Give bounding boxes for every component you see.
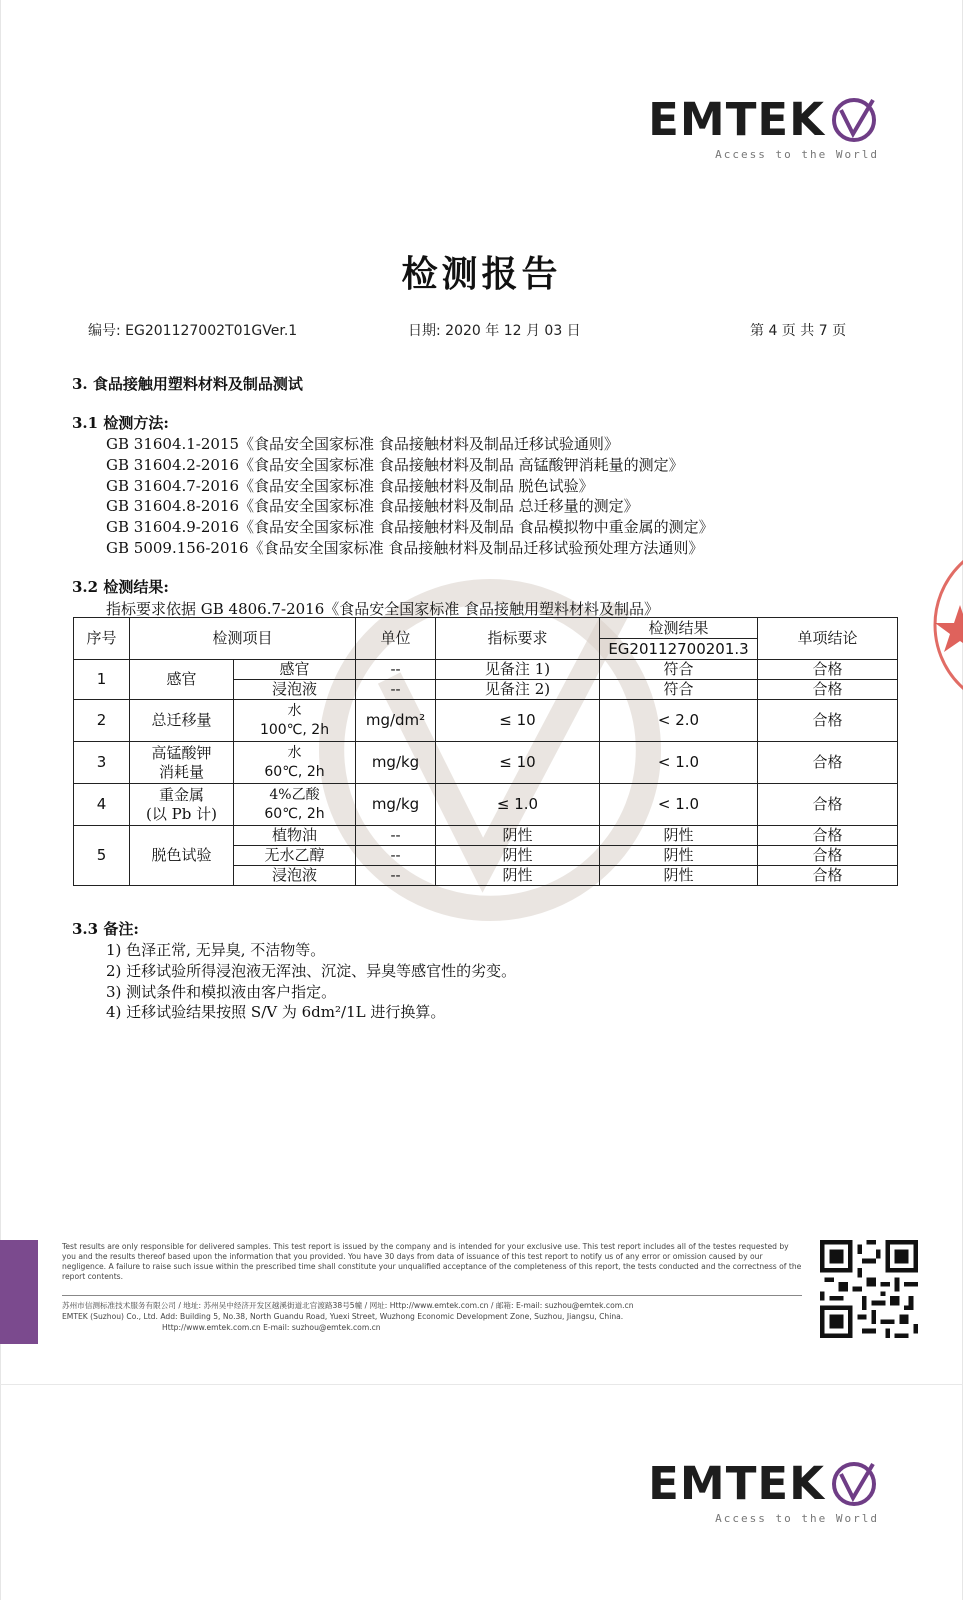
page-separator (0, 1384, 963, 1385)
emtek-logo (648, 94, 879, 161)
method-item: GB 31604.9-2016《食品安全国家标准 食品接触材料及制品 食品模拟物中重金属的测定》 (106, 518, 714, 537)
method-item: GB 5009.156-2016《食品安全国家标准 食品接触材料及制品迁移试验预处理方法通则》 (106, 538, 704, 557)
table-row (74, 826, 898, 846)
check-circle-icon (829, 1458, 879, 1508)
table-row (74, 784, 898, 826)
results-heading: 3.2 检测结果: (72, 578, 169, 596)
row-conclusion: 合格 (758, 700, 898, 742)
row-sub: 浸泡液 (234, 680, 356, 700)
col-header-requirement: 指标要求 (436, 618, 600, 660)
row-result: < 2.0 (600, 700, 758, 742)
footer-accent-bar (0, 1240, 38, 1344)
report-number: 编号: EG201127002T01GVer.1 (88, 323, 298, 339)
row-conclusion: 合格 (758, 784, 898, 826)
address-cn: 苏州市信测标准技术服务有限公司 / 地址: 苏州吴中经济开发区越溪街道北官渡路38号5幢 / 网址: Http://www.emtek.com.cn / 邮箱: E-mail: suzhou@emtek.com.cn (62, 1301, 634, 1310)
footer-divider (62, 1295, 802, 1296)
method-item: GB 31604.7-2016《食品安全国家标准 食品接触材料及制品 脱色试验》 (106, 476, 594, 495)
col-header-item: 检测项目 (130, 618, 356, 660)
row-conclusion: 合格 (758, 826, 898, 846)
results-table (73, 617, 898, 886)
table-row (74, 700, 898, 742)
condition-temp: 100℃, 2h (259, 721, 330, 738)
method-item: GB 31604.1-2015《食品安全国家标准 食品接触材料及制品迁移试验通则》 (106, 435, 619, 453)
criteria-text: 指标要求依据 GB 4806.7-2016《食品安全国家标准 食品接触用塑料材料及制品》 (106, 600, 660, 618)
note-item: 2) 迁移试验所得浸泡液无浑浊、沉淀、异臭等感官性的劣变。 (106, 961, 517, 980)
footer-disclaimer: Test results are only responsible for delivered samples. This test report is issued by the company and is intended for your exclusive use. This test report includes all of the testes requested by you and the results thereof based upon the information that you provided. You have 30 days from data of issuance of this test report to notify us of any error or omission caused by our negligence. A failure to raise such issue within the prescribed time shall constitute your unqualified acceptance of the completeness of this report, the tests conducted and the correctness of the report contents. (62, 1242, 802, 1281)
condition-temp: 60℃, 2h (264, 805, 325, 822)
address-web: Http://www.emtek.com.cn E-mail: suzhou@emtek.com.cn (162, 1323, 381, 1332)
condition-medium: 水 (287, 744, 302, 761)
table-row (74, 742, 898, 784)
row-result: 符合 (600, 660, 758, 680)
report-date: 日期: 2020 年 12 月 03 日 (408, 323, 581, 339)
row-unit: mg/dm² (356, 700, 436, 742)
notes-list (106, 940, 516, 1023)
note-item: 3) 测试条件和模拟液由客户指定。 (106, 982, 337, 1001)
row-condition (234, 700, 356, 742)
row-item (130, 742, 234, 784)
row-conclusion: 合格 (758, 846, 898, 866)
logo-slogan: Access to the World (715, 148, 879, 161)
row-unit: -- (356, 846, 436, 866)
row-no: 1 (74, 660, 130, 700)
row-result: 阴性 (600, 846, 758, 866)
row-unit: -- (356, 680, 436, 700)
condition-medium: 水 (287, 702, 302, 719)
note-item: 1) 色泽正常, 无异臭, 不洁物等。 (106, 941, 326, 959)
row-sub: 无水乙醇 (234, 846, 356, 866)
row-conclusion: 合格 (758, 866, 898, 886)
address-en: EMTEK (Suzhou) Co., Ltd. Add: Building 5, No.38, North Guandu Road, Yuexi Street, Wuzhong Economic Development Zone, Suzhou, Jiangsu, China. (62, 1312, 624, 1321)
row-condition (234, 784, 356, 826)
note-item: 4) 迁移试验结果按照 S/V 为 6dm²/1L 进行换算。 (106, 1003, 446, 1022)
row-result: 阴性 (600, 826, 758, 846)
row-unit: mg/kg (356, 784, 436, 826)
col-header-sample-id: EG20112700201.3 (600, 639, 758, 660)
method-item: GB 31604.2-2016《食品安全国家标准 食品接触材料及制品 高锰酸钾消耗量的测定》 (106, 455, 684, 474)
emtek-logo (648, 1458, 879, 1525)
col-header-unit: 单位 (356, 618, 436, 660)
row-no: 5 (74, 826, 130, 886)
col-header-result: 检测结果 (600, 618, 758, 639)
col-header-no: 序号 (74, 618, 130, 660)
row-condition (234, 742, 356, 784)
col-header-conclusion: 单项结论 (758, 618, 898, 660)
row-requirement: ≤ 10 (436, 742, 600, 784)
row-sub: 植物油 (234, 826, 356, 846)
section-heading: 3. 食品接触用塑料材料及制品测试 (72, 375, 303, 393)
logo-wordmark: EMTEK (648, 1456, 825, 1510)
row-item: 感官 (130, 660, 234, 700)
row-item-line: 高锰酸钾 (151, 743, 212, 762)
row-requirement: 见备注 2) (436, 680, 600, 700)
row-unit: -- (356, 660, 436, 680)
row-result: < 1.0 (600, 742, 758, 784)
row-requirement: ≤ 1.0 (436, 784, 600, 826)
methods-list (106, 434, 714, 559)
condition-medium: 4%乙酸 (269, 786, 320, 803)
row-result: 阴性 (600, 866, 758, 886)
footer-address (62, 1300, 802, 1333)
row-requirement: ≤ 10 (436, 700, 600, 742)
row-no: 4 (74, 784, 130, 826)
method-item: GB 31604.8-2016《食品安全国家标准 食品接触材料及制品 总迁移量的测定》 (106, 497, 639, 516)
row-requirement: 见备注 1) (436, 660, 600, 680)
row-no: 2 (74, 700, 130, 742)
row-conclusion: 合格 (758, 742, 898, 784)
row-sub: 浸泡液 (234, 866, 356, 886)
notes-heading: 3.3 备注: (72, 920, 139, 938)
table-row (74, 660, 898, 680)
row-requirement: 阴性 (436, 826, 600, 846)
row-requirement: 阴性 (436, 846, 600, 866)
logo-wordmark: EMTEK (648, 92, 825, 146)
check-circle-icon (829, 94, 879, 144)
row-item: 脱色试验 (130, 826, 234, 886)
row-unit: mg/kg (356, 742, 436, 784)
logo-slogan: Access to the World (715, 1512, 879, 1525)
row-sub: 感官 (234, 660, 356, 680)
page-indicator: 第 4 页 共 7 页 (750, 323, 847, 339)
row-unit: -- (356, 826, 436, 846)
row-conclusion: 合格 (758, 660, 898, 680)
row-unit: -- (356, 866, 436, 886)
row-item (130, 784, 234, 826)
row-result: < 1.0 (600, 784, 758, 826)
methods-heading: 3.1 检测方法: (72, 414, 169, 432)
report-title: 检测报告 (401, 253, 562, 295)
red-stamp-icon (930, 535, 963, 715)
row-item: 总迁移量 (130, 700, 234, 742)
row-requirement: 阴性 (436, 866, 600, 886)
qr-code-icon (820, 1240, 918, 1338)
row-item-line: 重金属 (158, 785, 204, 804)
row-no: 3 (74, 742, 130, 784)
condition-temp: 60℃, 2h (264, 763, 325, 780)
row-item-line: (以 Pb 计) (146, 804, 217, 823)
row-item-line: 消耗量 (158, 762, 204, 781)
row-result: 符合 (600, 680, 758, 700)
row-conclusion: 合格 (758, 680, 898, 700)
